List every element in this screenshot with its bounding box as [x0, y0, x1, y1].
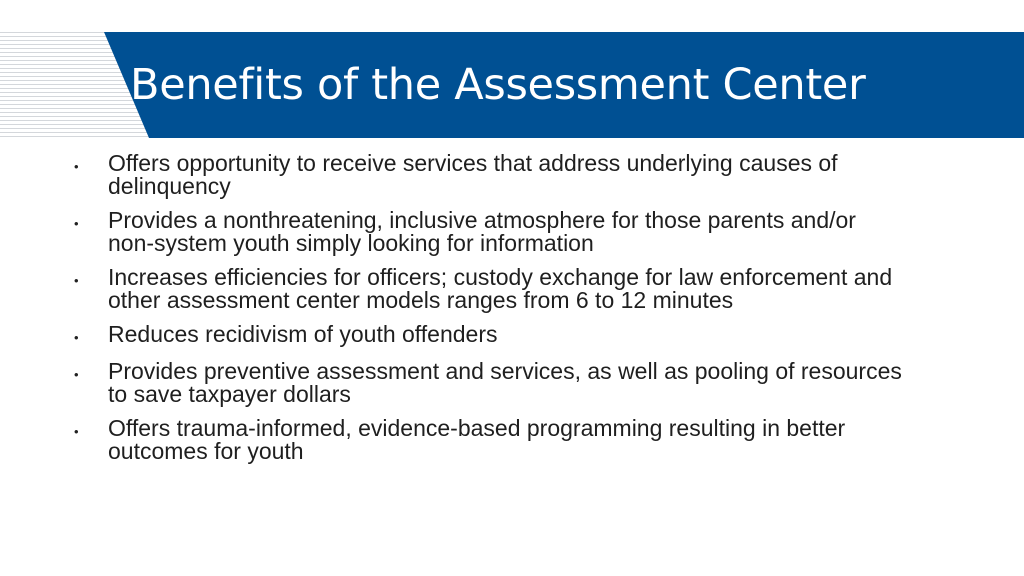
list-item	[74, 323, 974, 349]
bullet-marker: •	[74, 159, 79, 174]
list-item	[74, 152, 974, 198]
list-item	[74, 266, 974, 312]
list-item	[74, 417, 974, 463]
slide-title: Benefits of the Assessment Center	[130, 60, 866, 110]
bullet-text: Provides preventive assessment and services, as well as pooling of resources to save taxpayer dollars	[108, 358, 902, 407]
bullet-text: Offers trauma-informed, evidence-based programming resulting in better outcomes for youth	[108, 415, 846, 464]
bullet-marker: •	[74, 424, 79, 439]
list-item	[74, 360, 974, 406]
bullet-marker: •	[74, 367, 79, 382]
bullet-text: Increases efficiencies for officers; custody exchange for law enforcement and other assessment center models ranges from 6 to 12 minutes	[108, 264, 893, 313]
bullet-list	[74, 152, 974, 474]
bullet-text: Offers opportunity to receive services that address underlying causes of delinquency	[108, 150, 838, 199]
bullet-marker: •	[74, 216, 79, 231]
bullet-marker: •	[74, 273, 79, 288]
list-item	[74, 209, 974, 255]
bullet-text: Provides a nonthreatening, inclusive atmosphere for those parents and/or non-system youth simply looking for information	[108, 207, 856, 256]
bullet-marker: •	[74, 330, 79, 345]
bullet-text: Reduces recidivism of youth offenders	[108, 321, 498, 347]
